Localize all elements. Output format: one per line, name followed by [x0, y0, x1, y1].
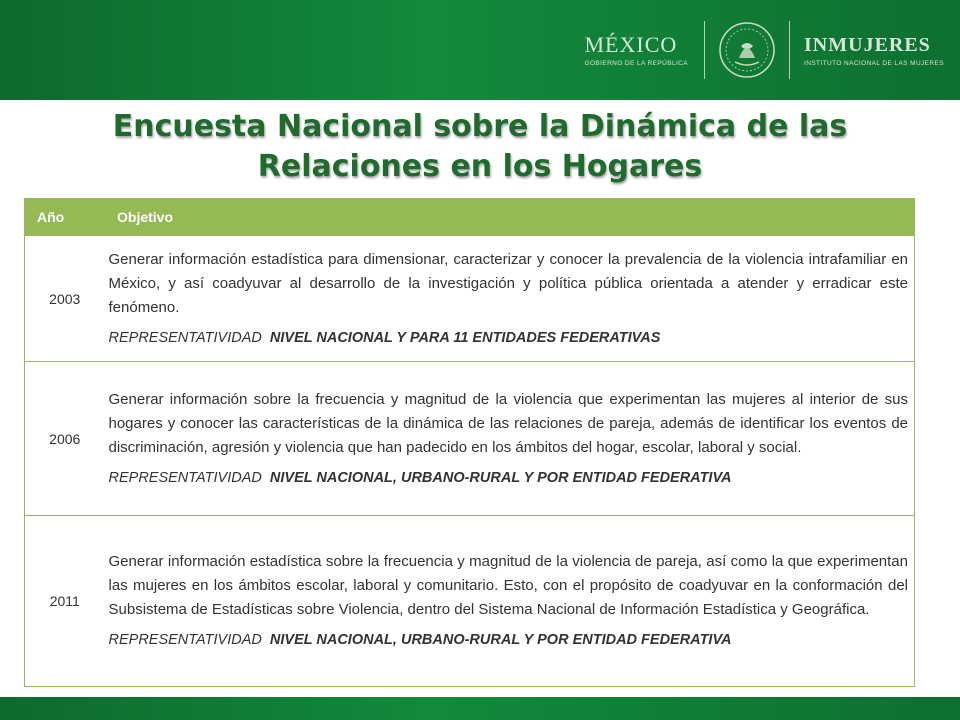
- slide-title-line-1: Encuesta Nacional sobre la Dinámica de las: [112, 109, 848, 144]
- row-year: 2011: [25, 516, 105, 687]
- objective-description: Generar información sobre la frecuencia y magnitud de la violencia que experimentan las mujeres al interior de sus hogares y conocer las características de la dinámica de las relaciones de pareja, además de identificar los eventos de discriminación, agresión y violencia que han padecido en los ámbitos del hogar, escolar, laboral y social.: [108, 390, 908, 456]
- representativity: [109, 468, 909, 488]
- inmujeres-logo-subtitle: INSTITUTO NACIONAL DE LAS MUJERES: [804, 60, 944, 67]
- table-row: [25, 516, 915, 687]
- mexico-logo: [584, 33, 688, 67]
- table-header-row: [25, 199, 915, 236]
- table-row: [25, 236, 915, 362]
- representativity-value: NIVEL NACIONAL Y PARA 11 ENTIDADES FEDERATIVAS: [269, 329, 661, 346]
- representativity-label: REPRESENTATIVIDAD: [108, 632, 262, 648]
- objective-description: Generar información estadística para dimensionar, caracterizar y conocer la prevalencia de la violencia intrafamiliar en México, y así coadyuvar al desarrollo de la investigación y política pública orientada a atender y erradicar este fenómeno.: [108, 250, 908, 316]
- representativity-value: NIVEL NACIONAL, URBANO-RURAL Y POR ENTIDAD FEDERATIVA: [269, 632, 732, 648]
- row-objective: [105, 236, 915, 362]
- objective-description: Generar información estadística sobre la frecuencia y magnitud de la violencia de pareja, así como la que experimentan las mujeres en los ámbitos escolar, laboral y comunitario. Esto, con el propósito de coadyuvar en la conformación del Subsistema de Estadísticas sobre Violencia, dentro del Sistema Nacional de Información Estadística y Geográfica.: [108, 553, 908, 618]
- row-objective: [105, 362, 915, 516]
- row-objective: [105, 516, 915, 687]
- row-year: 2006: [25, 362, 105, 516]
- footer-bar: [0, 697, 960, 720]
- slide-title-line-2: Relaciones en los Hogares: [257, 149, 703, 184]
- survey-objectives-table: [24, 198, 915, 687]
- table-row: [25, 362, 915, 516]
- logo-divider: [789, 21, 790, 79]
- representativity: [109, 630, 909, 650]
- inmujeres-logo: [804, 33, 944, 67]
- representativity-label: REPRESENTATIVIDAD: [108, 469, 262, 486]
- inmujeres-logo-name: INMUJERES: [804, 34, 931, 56]
- logo-divider: [704, 21, 705, 79]
- national-seal-icon: [717, 20, 777, 80]
- slide-title: [60, 107, 900, 187]
- representativity: [109, 328, 909, 348]
- logo-group: [584, 18, 944, 82]
- mexico-logo-name: MÉXICO: [584, 32, 678, 57]
- header-bar: [0, 0, 960, 100]
- mexico-logo-subtitle: GOBIERNO DE LA REPÚBLICA: [584, 60, 689, 67]
- column-header-objective: Objetivo: [105, 199, 915, 236]
- representativity-value: NIVEL NACIONAL, URBANO-RURAL Y POR ENTIDAD FEDERATIVA: [269, 469, 732, 486]
- row-year: 2003: [25, 236, 105, 362]
- column-header-year: Año: [25, 199, 105, 236]
- representativity-label: REPRESENTATIVIDAD: [108, 329, 262, 346]
